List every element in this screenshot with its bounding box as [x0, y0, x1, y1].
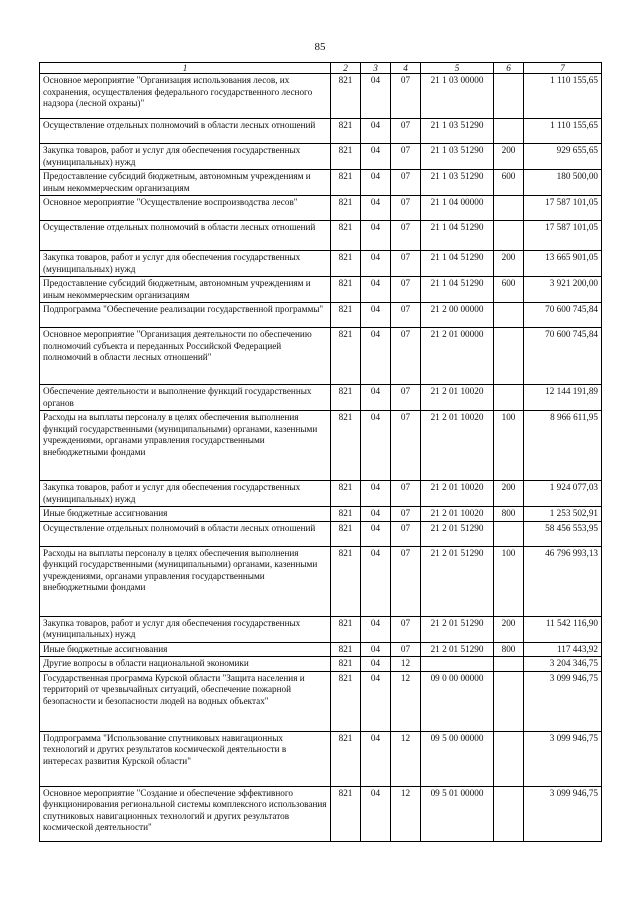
row-grbs: 821 [331, 671, 361, 731]
row-amount: 929 655,65 [524, 144, 602, 170]
row-subsection: 07 [391, 221, 421, 251]
table-row [40, 144, 602, 170]
row-target-article: 09 0 00 00000 [421, 671, 494, 731]
row-expense-type [494, 671, 524, 731]
col-header-4: 4 [391, 63, 421, 74]
table-row [40, 481, 602, 507]
row-section: 04 [361, 671, 391, 731]
row-expense-type: 100 [494, 411, 524, 481]
col-header-1: 1 [40, 63, 331, 74]
row-expense-type [494, 385, 524, 411]
row-target-article: 21 1 04 51290 [421, 251, 494, 277]
row-expense-type [494, 731, 524, 786]
row-amount: 8 966 611,95 [524, 411, 602, 481]
row-name: Государственная программа Курской области "Защита населения и территорий от чрезвычайных ситуаций, обеспечение пожарной безопасности и безопасности людей на водных объектах" [40, 671, 331, 731]
budget-table [39, 62, 602, 842]
row-grbs: 821 [331, 786, 361, 841]
row-section: 04 [361, 481, 391, 507]
row-amount: 70 600 745,84 [524, 303, 602, 328]
table-row [40, 303, 602, 328]
row-subsection: 07 [391, 507, 421, 522]
row-grbs: 821 [331, 642, 361, 657]
row-amount: 1 924 077,03 [524, 481, 602, 507]
row-grbs: 821 [331, 411, 361, 481]
row-grbs: 821 [331, 507, 361, 522]
row-amount: 13 665 901,05 [524, 251, 602, 277]
row-subsection: 07 [391, 196, 421, 221]
row-subsection: 07 [391, 303, 421, 328]
row-subsection: 12 [391, 671, 421, 731]
row-target-article: 21 2 01 00000 [421, 328, 494, 385]
row-name: Расходы на выплаты персоналу в целях обеспечения выполнения функций государственными (муниципальными) органами, казенными учреждениями, органами управления государственными внебюджетными фондами [40, 411, 331, 481]
row-subsection: 12 [391, 731, 421, 786]
table-row [40, 521, 602, 546]
table-row [40, 119, 602, 144]
row-target-article: 09 5 00 00000 [421, 731, 494, 786]
row-subsection: 07 [391, 277, 421, 303]
row-amount: 1 110 155,65 [524, 119, 602, 144]
row-subsection: 07 [391, 616, 421, 642]
row-amount: 3 204 346,75 [524, 657, 602, 672]
row-target-article: 21 1 04 00000 [421, 196, 494, 221]
row-subsection: 07 [391, 481, 421, 507]
row-target-article: 21 1 03 51290 [421, 119, 494, 144]
row-amount: 3 099 946,75 [524, 731, 602, 786]
row-section: 04 [361, 221, 391, 251]
row-name: Иные бюджетные ассигнования [40, 642, 331, 657]
row-target-article: 21 1 04 51290 [421, 221, 494, 251]
row-name: Основное мероприятие "Осуществление воспроизводства лесов" [40, 196, 331, 221]
row-section: 04 [361, 251, 391, 277]
row-section: 04 [361, 507, 391, 522]
row-amount: 17 587 101,05 [524, 221, 602, 251]
row-expense-type: 600 [494, 277, 524, 303]
row-target-article: 21 2 01 10020 [421, 481, 494, 507]
row-target-article: 21 2 01 10020 [421, 411, 494, 481]
row-subsection: 07 [391, 74, 421, 119]
row-section: 04 [361, 385, 391, 411]
row-expense-type: 200 [494, 481, 524, 507]
row-amount: 1 110 155,65 [524, 74, 602, 119]
row-expense-type: 600 [494, 170, 524, 196]
row-expense-type [494, 221, 524, 251]
row-name: Другие вопросы в области национальной экономики [40, 657, 331, 672]
row-amount: 1 253 502,91 [524, 507, 602, 522]
row-grbs: 821 [331, 277, 361, 303]
row-section: 04 [361, 303, 391, 328]
row-grbs: 821 [331, 221, 361, 251]
table-row [40, 221, 602, 251]
row-grbs: 821 [331, 74, 361, 119]
row-expense-type [494, 657, 524, 672]
row-grbs: 821 [331, 521, 361, 546]
table-row [40, 277, 602, 303]
row-expense-type: 200 [494, 251, 524, 277]
row-section: 04 [361, 786, 391, 841]
table-row [40, 786, 602, 841]
row-section: 04 [361, 170, 391, 196]
row-section: 04 [361, 74, 391, 119]
row-target-article: 21 1 03 51290 [421, 170, 494, 196]
row-section: 04 [361, 411, 391, 481]
row-name: Осуществление отдельных полномочий в области лесных отношений [40, 119, 331, 144]
col-header-6: 6 [494, 63, 524, 74]
table-row [40, 196, 602, 221]
row-target-article: 21 1 03 00000 [421, 74, 494, 119]
row-expense-type [494, 328, 524, 385]
row-target-article: 21 2 01 51290 [421, 546, 494, 616]
row-name: Расходы на выплаты персоналу в целях обеспечения выполнения функций государственными (муниципальными) органами, казенными учреждениями, органами управления государственными внебюджетными фондами [40, 546, 331, 616]
row-section: 04 [361, 642, 391, 657]
row-subsection: 07 [391, 642, 421, 657]
row-target-article: 21 1 04 51290 [421, 277, 494, 303]
row-target-article: 21 2 01 10020 [421, 507, 494, 522]
row-target-article: 21 1 03 51290 [421, 144, 494, 170]
row-target-article: 21 2 00 00000 [421, 303, 494, 328]
row-subsection: 07 [391, 546, 421, 616]
row-grbs: 821 [331, 303, 361, 328]
row-subsection: 12 [391, 657, 421, 672]
row-grbs: 821 [331, 385, 361, 411]
row-amount: 70 600 745,84 [524, 328, 602, 385]
row-name: Обеспечение деятельности и выполнение функций государственных органов [40, 385, 331, 411]
row-expense-type: 800 [494, 507, 524, 522]
row-expense-type [494, 119, 524, 144]
row-name: Закупка товаров, работ и услуг для обеспечения государственных (муниципальных) нужд [40, 616, 331, 642]
row-name: Основное мероприятие "Организация использования лесов, их сохранения, осуществления федерального государственного лесного надзора (лесной охраны)" [40, 74, 331, 119]
row-name: Подпрограмма "Использование спутниковых навигационных технологий и других результатов космической деятельности в интересах развития Курской области" [40, 731, 331, 786]
row-name: Закупка товаров, работ и услуг для обеспечения государственных (муниципальных) нужд [40, 481, 331, 507]
row-subsection: 07 [391, 170, 421, 196]
table-body [40, 74, 602, 842]
row-section: 04 [361, 277, 391, 303]
row-grbs: 821 [331, 170, 361, 196]
table-row [40, 328, 602, 385]
col-header-2: 2 [331, 63, 361, 74]
row-amount: 180 500,00 [524, 170, 602, 196]
table-row [40, 507, 602, 522]
row-subsection: 07 [391, 144, 421, 170]
table-row [40, 251, 602, 277]
row-section: 04 [361, 657, 391, 672]
row-grbs: 821 [331, 144, 361, 170]
table-row [40, 731, 602, 786]
row-expense-type: 200 [494, 144, 524, 170]
row-name: Закупка товаров, работ и услуг для обеспечения государственных (муниципальных) нужд [40, 251, 331, 277]
row-grbs: 821 [331, 119, 361, 144]
row-target-article: 21 2 01 51290 [421, 642, 494, 657]
row-expense-type: 100 [494, 546, 524, 616]
row-section: 04 [361, 731, 391, 786]
table-row [40, 546, 602, 616]
row-name: Закупка товаров, работ и услуг для обеспечения государственных (муниципальных) нужд [40, 144, 331, 170]
row-grbs: 821 [331, 657, 361, 672]
row-section: 04 [361, 119, 391, 144]
row-grbs: 821 [331, 328, 361, 385]
table-row [40, 170, 602, 196]
row-amount: 11 542 116,90 [524, 616, 602, 642]
table-row [40, 657, 602, 672]
row-name: Основное мероприятие "Создание и обеспечение эффективного функционирования региональной системы комплексного использования спутниковых навигационных технологий и других результатов космической деятельности" [40, 786, 331, 841]
row-section: 04 [361, 328, 391, 385]
row-amount: 17 587 101,05 [524, 196, 602, 221]
page-number: 85 [314, 41, 326, 53]
col-header-7: 7 [524, 63, 602, 74]
table-row [40, 74, 602, 119]
row-amount: 3 099 946,75 [524, 786, 602, 841]
table-row [40, 616, 602, 642]
row-expense-type [494, 786, 524, 841]
row-amount: 46 796 993,13 [524, 546, 602, 616]
row-target-article: 21 2 01 10020 [421, 385, 494, 411]
row-target-article: 21 2 01 51290 [421, 521, 494, 546]
row-name: Осуществление отдельных полномочий в области лесных отношений [40, 521, 331, 546]
row-name: Предоставление субсидий бюджетным, автономным учреждениям и иным некоммерческим организациям [40, 170, 331, 196]
row-expense-type: 800 [494, 642, 524, 657]
row-subsection: 07 [391, 251, 421, 277]
header-row [40, 63, 602, 74]
row-expense-type [494, 521, 524, 546]
table-row [40, 411, 602, 481]
table-row [40, 642, 602, 657]
row-grbs: 821 [331, 481, 361, 507]
row-amount: 12 144 191,89 [524, 385, 602, 411]
row-subsection: 07 [391, 328, 421, 385]
row-expense-type [494, 74, 524, 119]
row-grbs: 821 [331, 251, 361, 277]
row-expense-type [494, 196, 524, 221]
table-row [40, 385, 602, 411]
row-subsection: 07 [391, 385, 421, 411]
row-name: Основное мероприятие "Организация деятельности по обеспечению полномочий субъекта и переданных Российской Федерацией полномочий в области лесных отношений" [40, 328, 331, 385]
row-subsection: 07 [391, 119, 421, 144]
row-section: 04 [361, 521, 391, 546]
row-subsection: 12 [391, 786, 421, 841]
row-section: 04 [361, 144, 391, 170]
row-section: 04 [361, 196, 391, 221]
row-expense-type [494, 303, 524, 328]
row-target-article: 09 5 01 00000 [421, 786, 494, 841]
col-header-5: 5 [421, 63, 494, 74]
row-grbs: 821 [331, 196, 361, 221]
row-target-article [421, 657, 494, 672]
row-amount: 58 456 553,95 [524, 521, 602, 546]
row-expense-type: 200 [494, 616, 524, 642]
col-header-3: 3 [361, 63, 391, 74]
row-grbs: 821 [331, 546, 361, 616]
row-amount: 3 921 200,00 [524, 277, 602, 303]
table-row [40, 671, 602, 731]
row-subsection: 07 [391, 411, 421, 481]
row-name: Предоставление субсидий бюджетным, автономным учреждениям и иным некоммерческим организациям [40, 277, 331, 303]
row-name: Иные бюджетные ассигнования [40, 507, 331, 522]
row-amount: 3 099 946,75 [524, 671, 602, 731]
row-section: 04 [361, 546, 391, 616]
row-target-article: 21 2 01 51290 [421, 616, 494, 642]
row-name: Осуществление отдельных полномочий в области лесных отношений [40, 221, 331, 251]
row-section: 04 [361, 616, 391, 642]
row-amount: 117 443,92 [524, 642, 602, 657]
row-grbs: 821 [331, 616, 361, 642]
row-subsection: 07 [391, 521, 421, 546]
row-grbs: 821 [331, 731, 361, 786]
row-name: Подпрограмма "Обеспечение реализации государственной программы" [40, 303, 331, 328]
